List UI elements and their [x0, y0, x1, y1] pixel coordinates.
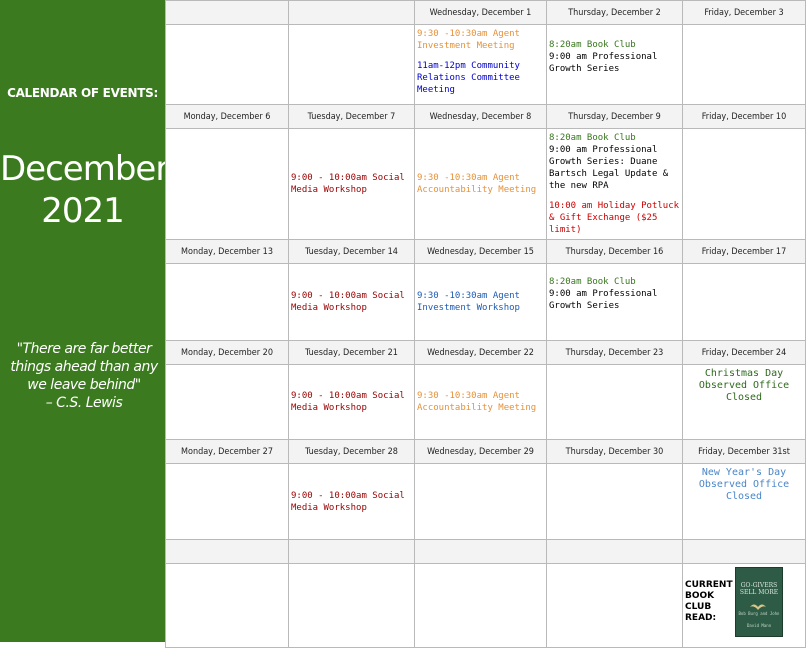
day-header: Monday, December 27 [166, 440, 289, 464]
event: 9:30 -10:30am Agent Accountability Meeting [417, 391, 537, 413]
day-header: Friday, December 31st [683, 440, 806, 464]
day-header: Monday, December 6 [166, 105, 289, 129]
event: 8:20am Book Club [549, 277, 636, 287]
day-header [166, 540, 289, 564]
event: 9:00 am Professional Growth Series: Duane Bartsch Legal Update & the new RPA [549, 145, 669, 191]
day-header: Friday, December 17 [683, 240, 806, 264]
day-cell [683, 365, 806, 440]
week-header-row [166, 341, 806, 365]
month-label: December [0, 149, 169, 189]
day-header: Tuesday, December 7 [289, 105, 415, 129]
day-cell [166, 365, 289, 440]
day-cell [166, 464, 289, 540]
week-body-row [166, 264, 806, 341]
event: 9:30 -10:30am Agent Investment Workshop [417, 291, 520, 313]
event: 9:00 - 10:00am Social Media Workshop [291, 291, 405, 313]
day-cell [289, 464, 415, 540]
book-cover-image [735, 567, 783, 637]
day-header: Tuesday, December 21 [289, 341, 415, 365]
day-cell [683, 264, 806, 341]
day-cell [547, 25, 683, 105]
week-header-row [166, 105, 806, 129]
day-header: Wednesday, December 29 [415, 440, 547, 464]
day-cell [547, 365, 683, 440]
day-header: Monday, December 13 [166, 240, 289, 264]
day-cell [289, 25, 415, 105]
day-header: Friday, December 10 [683, 105, 806, 129]
event: 11am-12pm Community Relations Committee Meeting [417, 61, 520, 95]
event: 9:00 - 10:00am Social Media Workshop [291, 173, 405, 195]
day-cell [683, 129, 806, 240]
day-header: Thursday, December 2 [547, 1, 683, 25]
day-cell [683, 25, 806, 105]
holiday-note: Christmas Day Observed Office Closed [698, 368, 790, 403]
day-header [547, 540, 683, 564]
day-header: Thursday, December 30 [547, 440, 683, 464]
book-cover-title: GO-GIVERS SELL MORE [739, 582, 779, 596]
day-header: Tuesday, December 28 [289, 440, 415, 464]
event: 10:00 am Holiday Potluck & Gift Exchange ($25 limit) [549, 201, 680, 235]
day-cell [166, 129, 289, 240]
month-year [0, 148, 169, 232]
day-header: Wednesday, December 1 [415, 1, 547, 25]
sidebar-title: CALENDAR OF EVENTS: [7, 86, 158, 100]
day-cell [547, 129, 683, 240]
day-header [166, 1, 289, 25]
day-header: Thursday, December 9 [547, 105, 683, 129]
quote-author: – C.S. Lewis [45, 395, 123, 411]
quote [6, 340, 162, 412]
week-header-row [166, 240, 806, 264]
day-cell [166, 264, 289, 341]
day-cell [415, 264, 547, 341]
day-cell [415, 365, 547, 440]
book-club-cell [683, 564, 806, 648]
day-header: Tuesday, December 14 [289, 240, 415, 264]
week-body-row [166, 25, 806, 105]
day-header: Thursday, December 23 [547, 341, 683, 365]
day-header: Friday, December 24 [683, 341, 806, 365]
day-cell [547, 464, 683, 540]
event: 9:30 -10:30am Agent Investment Meeting [417, 29, 520, 51]
day-header: Friday, December 3 [683, 1, 806, 25]
event: 9:00 am Professional Growth Series [549, 289, 658, 311]
day-header: Wednesday, December 22 [415, 341, 547, 365]
day-header [415, 540, 547, 564]
day-header: Wednesday, December 15 [415, 240, 547, 264]
day-cell [166, 25, 289, 105]
day-cell [289, 564, 415, 648]
holiday-note: New Year's Day Observed Office Closed [698, 467, 790, 502]
book-cover-author: Bob Burg and John David Mann [738, 611, 780, 628]
day-header: Thursday, December 16 [547, 240, 683, 264]
week-header-row [166, 540, 806, 564]
day-header [289, 540, 415, 564]
event: 9:00 - 10:00am Social Media Workshop [291, 391, 405, 413]
day-cell [166, 564, 289, 648]
event: 8:20am Book Club [549, 40, 636, 50]
day-cell [289, 365, 415, 440]
calendar-table [165, 0, 806, 648]
day-cell [289, 129, 415, 240]
sidebar [0, 0, 169, 642]
day-cell [289, 264, 415, 341]
day-cell [415, 129, 547, 240]
day-cell [415, 464, 547, 540]
event: 8:20am Book Club [549, 133, 636, 143]
quote-text: "There are far better things ahead than any we leave behind" [10, 341, 158, 393]
week-body-row [166, 129, 806, 240]
day-cell [415, 25, 547, 105]
day-header: Monday, December 20 [166, 341, 289, 365]
day-header [289, 1, 415, 25]
event: 9:00 - 10:00am Social Media Workshop [291, 490, 405, 513]
day-header: Wednesday, December 8 [415, 105, 547, 129]
day-cell [547, 564, 683, 648]
week-body-row [166, 365, 806, 440]
event: 9:30 -10:30am Agent Accountability Meeting [417, 173, 537, 195]
week-body-row [166, 564, 806, 648]
year-label: 2021 [41, 191, 124, 231]
week-header-row [166, 440, 806, 464]
day-cell [415, 564, 547, 648]
day-cell [547, 264, 683, 341]
week-header-row [166, 1, 806, 25]
week-body-row [166, 464, 806, 540]
book-club [685, 567, 803, 637]
book-club-label: CURRENT BOOK CLUB READ: [685, 580, 733, 623]
day-cell [683, 464, 806, 540]
day-header [683, 540, 806, 564]
event: 9:00 am Professional Growth Series [549, 52, 658, 74]
